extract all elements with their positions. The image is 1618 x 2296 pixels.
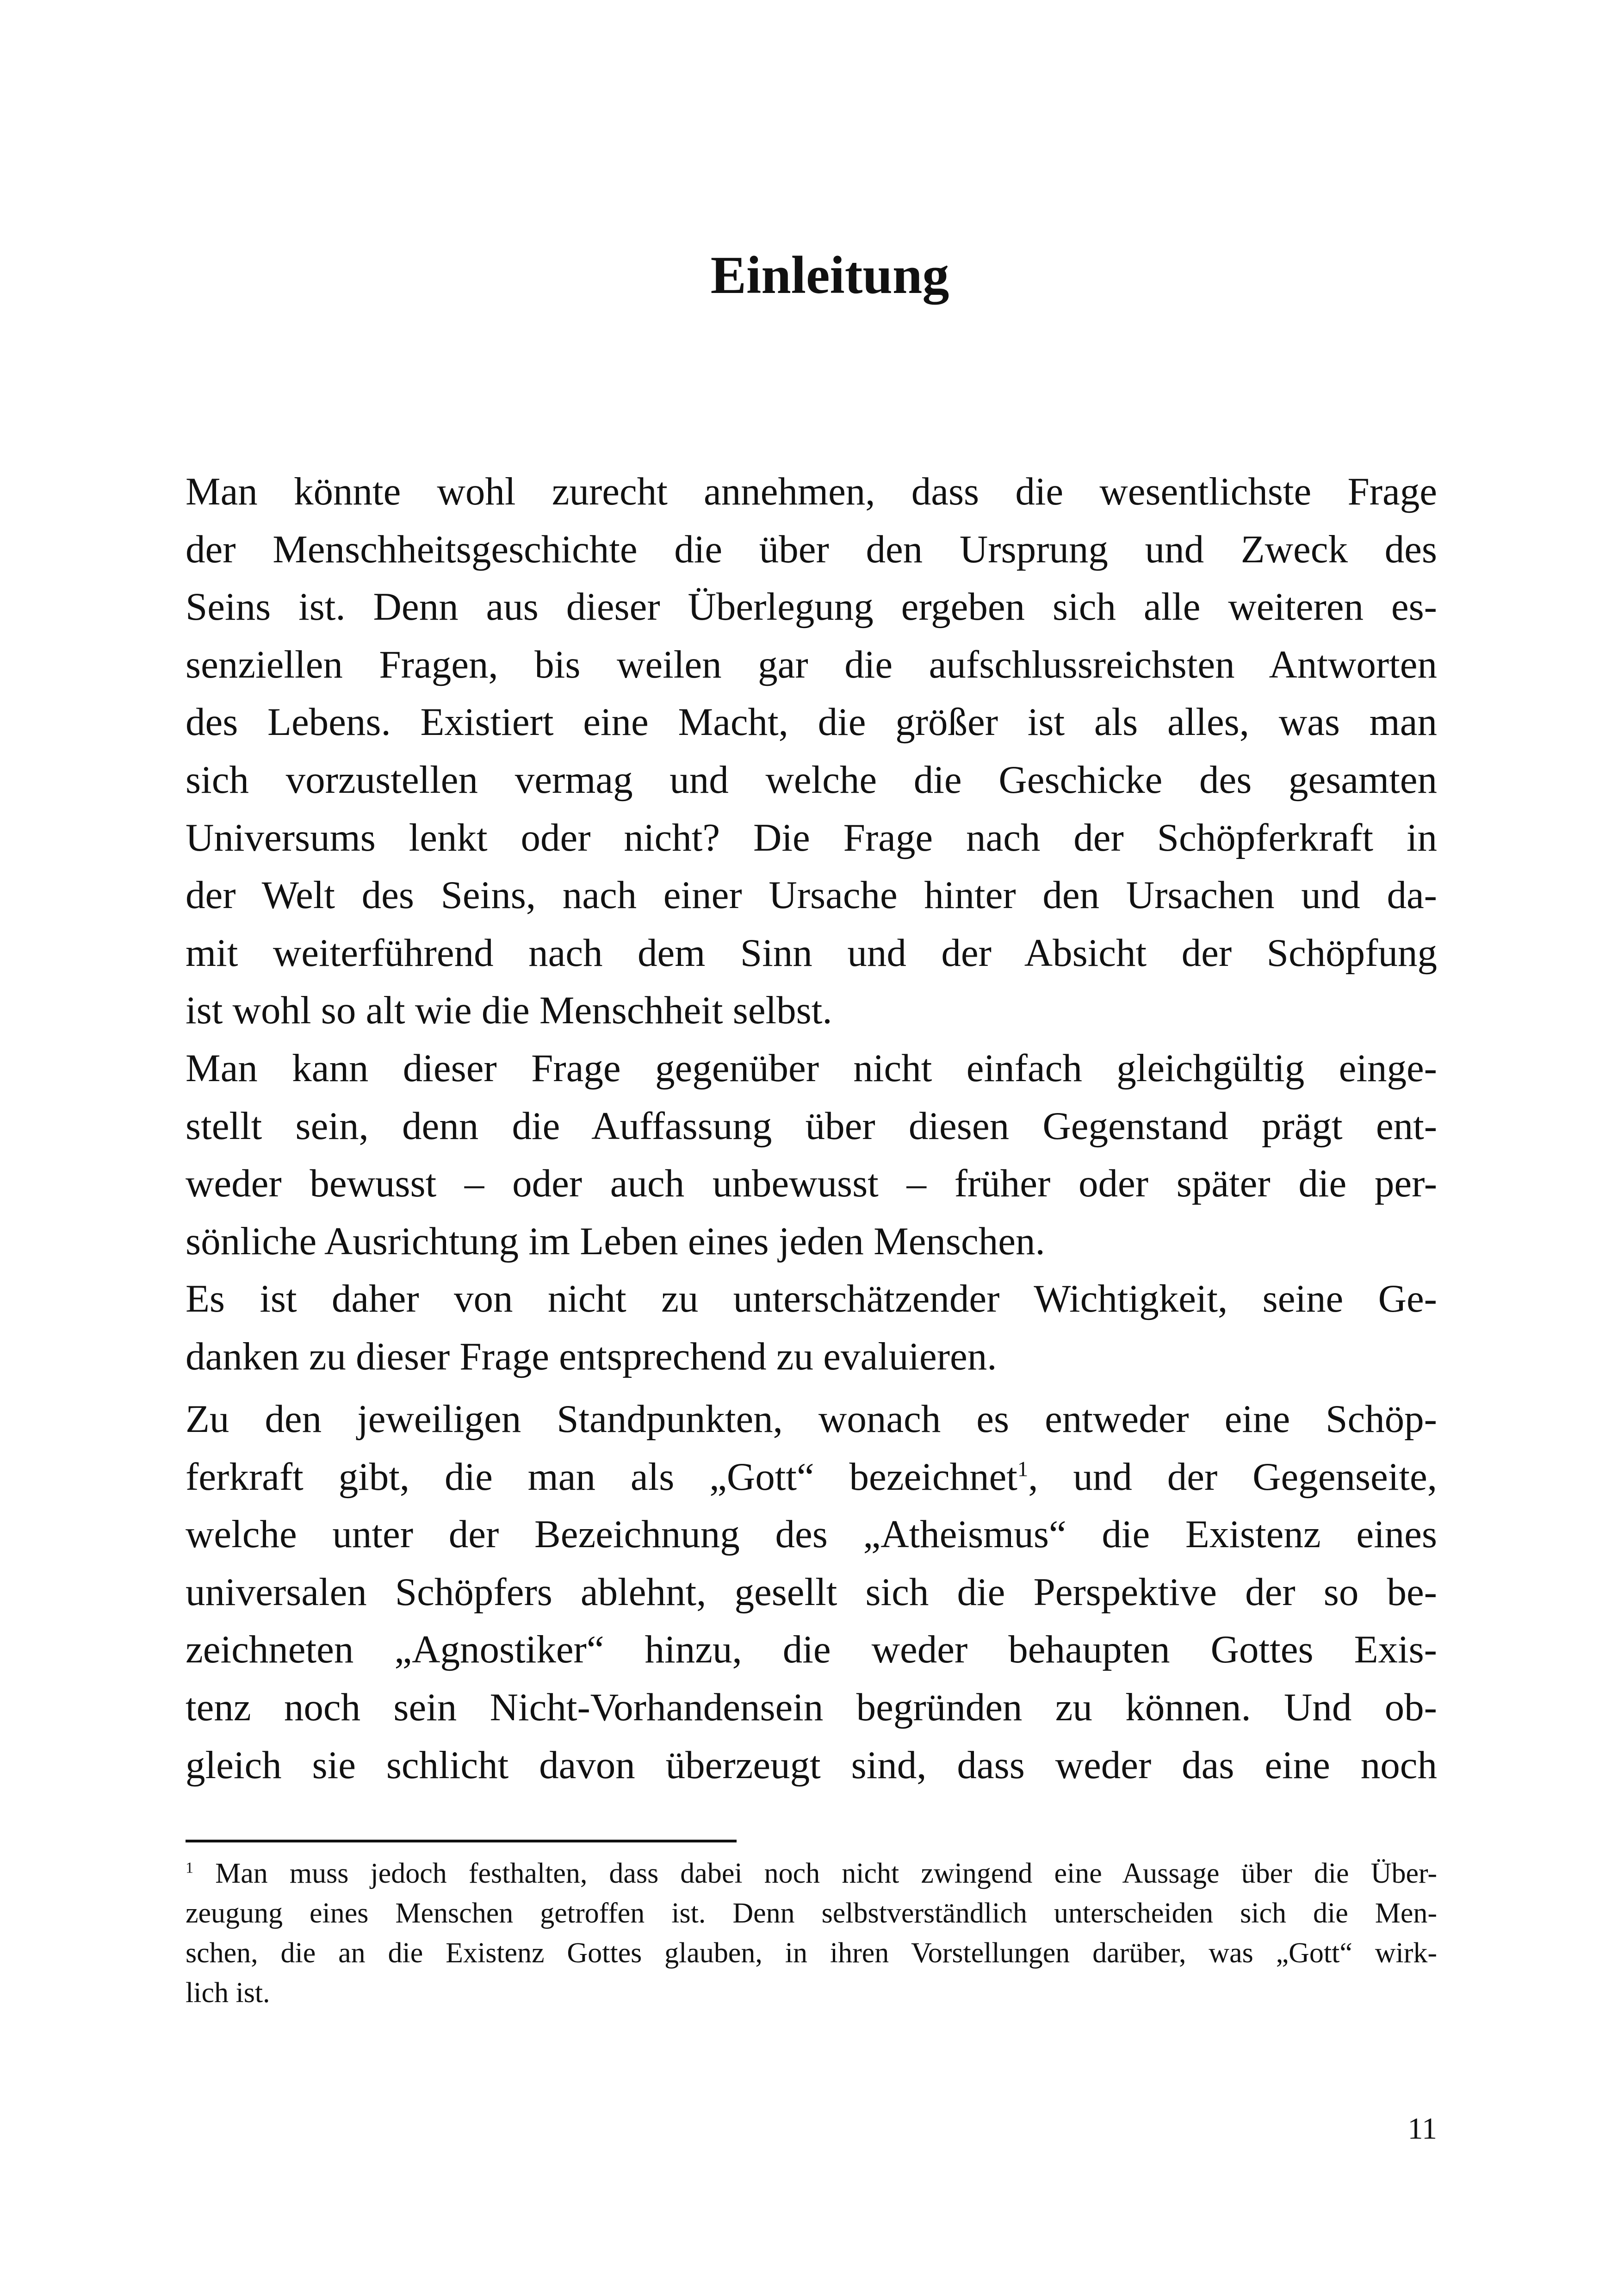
- text-line: mit weiterführend nach dem Sinn und der Absicht der Schöpfung: [186, 931, 1437, 975]
- text-line: Zu den jeweiligen Standpunkten, wonach es entweder eine Schöp-: [186, 1397, 1437, 1441]
- text-line-with-footnote-ref: [186, 1448, 1437, 1506]
- paragraph: [186, 463, 1437, 1039]
- text-line: Man kann dieser Frage gegenüber nicht einfach gleichgültig einge-: [186, 1046, 1437, 1090]
- text-line: universalen Schöpfers ablehnt, gesellt sich die Perspektive der so be-: [186, 1570, 1437, 1614]
- text-line: zeichneten „Agnostiker“ hinzu, die weder behaupten Gottes Exis-: [186, 1628, 1437, 1672]
- text-line: stellt sein, denn die Auffassung über diesen Gegenstand prägt ent-: [186, 1104, 1437, 1148]
- text-line: tenz noch sein Nicht-Vorhandensein begründen zu können. Und ob-: [186, 1685, 1437, 1729]
- paragraph: [186, 1270, 1437, 1385]
- text-line: welche unter der Bezeichnung des „Atheismus“ die Existenz eines: [186, 1512, 1437, 1556]
- text-line: gleich sie schlicht davon überzeugt sind, dass weder das eine noch: [186, 1743, 1437, 1787]
- footnote-divider: [186, 1840, 737, 1842]
- text-line: Man könnte wohl zurecht annehmen, dass die wesentlichste Frage: [186, 470, 1437, 513]
- text-line: Universums lenkt oder nicht? Die Frage nach der Schöpferkraft in: [186, 815, 1437, 859]
- text-line: ist wohl so alt wie die Menschheit selbst.: [186, 989, 832, 1033]
- paragraph: [186, 1390, 1437, 1794]
- footnote-marker: 1: [186, 1859, 194, 1877]
- text-line: der Menschheitsgeschichte die über den Ursprung und Zweck des: [186, 527, 1437, 571]
- text-line: sich vorzustellen vermag und welche die Geschicke des gesamten: [186, 758, 1437, 802]
- text-line: Es ist daher von nicht zu unterschätzender Wichtigkeit, seine Ge-: [186, 1277, 1437, 1321]
- text-line: der Welt des Seins, nach einer Ursache hinter den Ursachen und da-: [186, 873, 1437, 917]
- text-line: weder bewusst – oder auch unbewusst – früher oder später die per-: [186, 1162, 1437, 1206]
- page-number: 11: [1407, 2112, 1437, 2146]
- footnote-line: lich ist.: [186, 1977, 270, 2009]
- text-line: senziellen Fragen, bis weilen gar die aufschlussreichsten Antworten: [186, 642, 1437, 686]
- text-line: danken zu dieser Frage entsprechend zu evaluieren.: [186, 1334, 997, 1378]
- text-line: sönliche Ausrichtung im Leben eines jeden Menschen.: [186, 1219, 1045, 1263]
- footnote-reference[interactable]: 1: [1017, 1457, 1029, 1481]
- text-line: des Lebens. Existiert eine Macht, die größer ist als alles, was man: [186, 700, 1437, 744]
- text-line: Seins ist. Denn aus dieser Überlegung ergeben sich alle weiteren es-: [186, 585, 1437, 629]
- text-segment: ferkraft gibt, die man als „Gott“ bezeichnet: [186, 1455, 1017, 1499]
- body-text-bottom: [186, 1390, 1437, 1794]
- footnote-line: [186, 1854, 1437, 1893]
- footnote-text: Man muss jedoch festhalten, dass dabei noch nicht zwingend eine Aussage über die Über-: [215, 1858, 1438, 1889]
- body-text-top: [186, 463, 1437, 1386]
- footnote-line: schen, die an die Existenz Gottes glauben, in ihren Vorstellungen darüber, was „Gott“ wirk-: [186, 1937, 1437, 1969]
- text-segment: , und der Gegenseite,: [1028, 1455, 1437, 1499]
- paragraph: [186, 1039, 1437, 1270]
- footnote-line: zeugung eines Menschen getroffen ist. Denn selbstverständlich unterscheiden sich die Men-: [186, 1898, 1437, 1929]
- chapter-title: Einleitung: [710, 246, 949, 305]
- footnote: [186, 1854, 1437, 2013]
